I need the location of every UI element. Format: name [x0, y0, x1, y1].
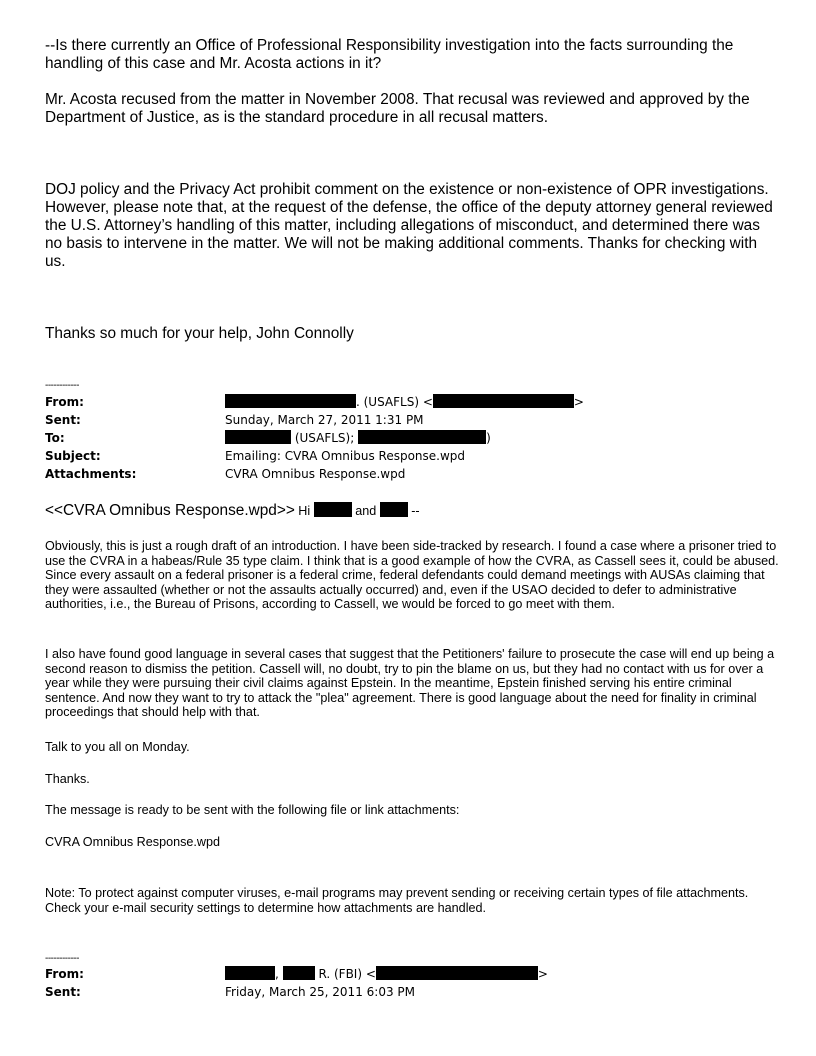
redaction-block	[358, 430, 486, 444]
attachment-filename: CVRA Omnibus Response.wpd	[45, 835, 220, 849]
sent-value: Friday, March 25, 2011 6:03 PM	[225, 985, 415, 999]
attachments-label: Attachments:	[45, 467, 137, 481]
body-paragraph-4: Thanks.	[45, 772, 90, 786]
to-label: To:	[45, 431, 65, 445]
redaction-block	[380, 502, 408, 517]
from-label: From:	[45, 395, 84, 409]
body-paragraph-2: I also have found good language in several cases that suggest that the Petitioners' failure to prosecute the case will end up being a second reason to dismiss the petition. Cassell will, no doubt, try to pin the blame on us, but they had no contact with us for over a year while they were pursuing their civil claims against Epstein. In the meantime, Epstein finished serving his entire criminal sentence. And now they want to try to attack the "plea" agreement. There is good language about the need for finality in criminal proceedings that should help with that.	[45, 647, 775, 720]
opr-question: --Is there currently an Office of Professional Responsibility investigation into the facts surrounding the handling of this case and Mr. Acosta actions in it?	[45, 37, 734, 72]
recusal-paragraph: Mr. Acosta recused from the matter in November 2008. That recusal was reviewed and approved by the Department of Justice, as is the standard procedure in all recusal matters.	[45, 91, 750, 126]
to-value: (USAFLS); )	[225, 429, 491, 447]
policy-paragraph: DOJ policy and the Privacy Act prohibit comment on the existence or non-existence of OPR investigations. However, please note that, at the request of the defense, the office of the deputy attorney general reviewed the U.S. Attorney’s handling of this matter, including allegations of misconduct, and determined there was no basis to intervene in the matter. We will not be making additional comments. Thanks for checking with us.	[45, 181, 773, 270]
from-value: . (USAFLS) < >	[225, 393, 584, 411]
redaction-block	[225, 394, 356, 408]
redaction-block	[283, 966, 315, 980]
sent-label: Sent:	[45, 413, 81, 427]
attachments-value: CVRA Omnibus Response.wpd	[225, 467, 406, 481]
body-paragraph-5: The message is ready to be sent with the following file or link attachments:	[45, 803, 460, 817]
redaction-block	[225, 430, 291, 444]
thanks-line: Thanks so much for your help, John Connolly	[45, 325, 354, 342]
separator: ------------	[45, 953, 79, 964]
subject-label: Subject:	[45, 449, 101, 463]
greeting-line: <<CVRA Omnibus Response.wpd>> Hi and --	[45, 502, 420, 519]
body-paragraph-3: Talk to you all on Monday.	[45, 740, 190, 754]
subject-value: Emailing: CVRA Omnibus Response.wpd	[225, 449, 466, 463]
from-value: , R. (FBI) < >	[225, 965, 548, 983]
sent-label: Sent:	[45, 985, 81, 999]
redaction-block	[314, 502, 352, 517]
body-paragraph-1: Obviously, this is just a rough draft of an introduction. I have been side-tracked by research. I found a case where a prisoner tried to use the CVRA in a habeas/Rule 35 type claim. I think that is a good example of how the CVRA, as Cassell sees it, could be abused. Since every assault on a federal prisoner is a federal crime, federal defendants could demand meetings with AUSAs claiming that they were assaulted (whether or not the assaults actually occurred) and, even if the USAO decided to defer to administrative authorities, i.e., the Bureau of Prisons, according to Cassell, we would be forced to go meet with them.	[45, 539, 779, 612]
redaction-block	[433, 394, 574, 408]
redaction-block	[225, 966, 275, 980]
virus-note: Note: To protect against computer viruses, e-mail programs may prevent sending or receiving certain types of file attachments. Check your e-mail security settings to determine how attachments are handled.	[45, 886, 749, 915]
from-label: From:	[45, 967, 84, 981]
separator: ------------	[45, 380, 79, 391]
sent-value: Sunday, March 27, 2011 1:31 PM	[225, 413, 424, 427]
redaction-block	[376, 966, 538, 980]
attachment-tag: <<CVRA Omnibus Response.wpd>>	[45, 502, 295, 519]
